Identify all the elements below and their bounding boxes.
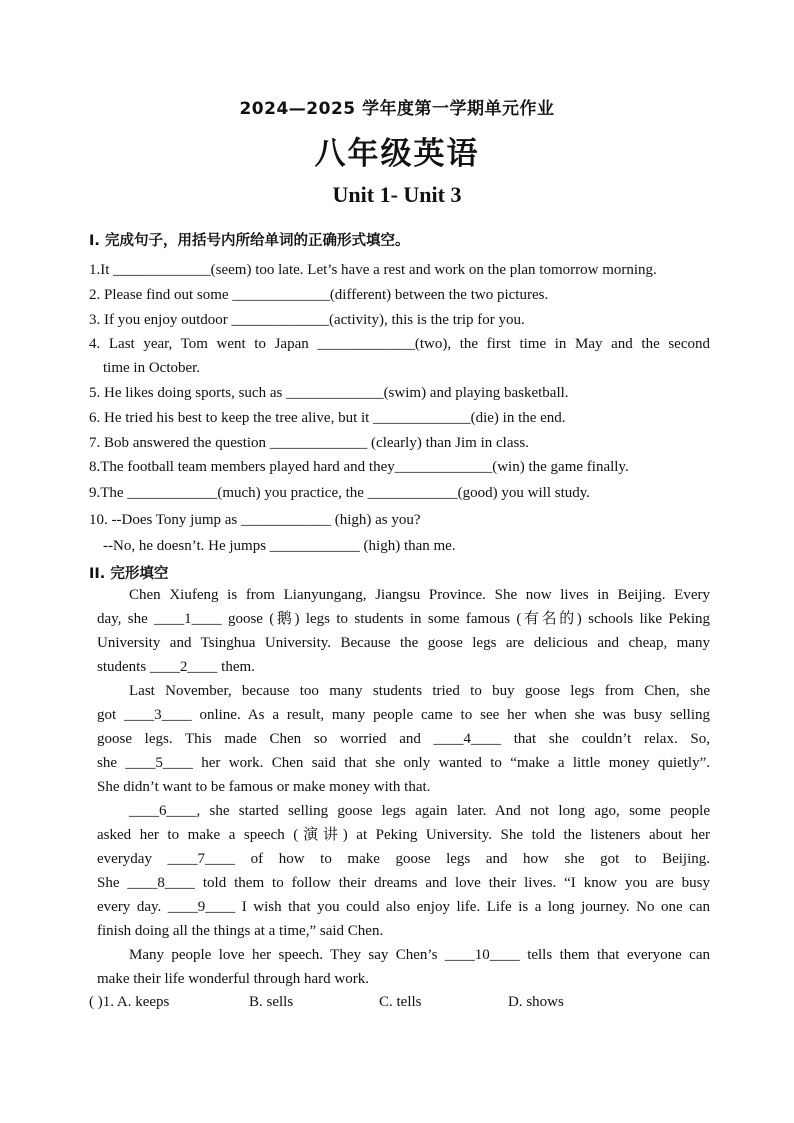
s2-line: students ____2____ them. xyxy=(97,659,255,675)
s1-line: 5. He likes doing sports, such as _____________(swim) and playing basketball. xyxy=(89,385,569,401)
s2-line: asked her to make a speech (演讲) at Peking University. She told the listeners about her xyxy=(97,827,710,843)
s1-line: 8.The football team members played hard and they_____________(win) the game finally. xyxy=(89,459,629,475)
s2-line: Chen Xiufeng is from Lianyungang, Jiangsu Province. She now lives in Beijing. Every xyxy=(129,587,710,603)
unit-title: Unit 1- Unit 3 xyxy=(332,182,462,207)
s2-line: Last November, because too many students tried to buy goose legs from Chen, she xyxy=(129,683,710,699)
s1-line: time in October. xyxy=(103,360,201,376)
s1-line: 10. --Does Tony jump as ____________ (high) as you? xyxy=(89,512,421,528)
s2-line: She didn’t want to be famous or make money with that. xyxy=(97,779,431,795)
section1-title: Ⅰ. 完成句子，用括号内所给单词的正确形式填空。 xyxy=(89,233,410,249)
question1-option-b: B. sells xyxy=(249,994,294,1010)
s2-line: everyday ____7____ of how to make goose legs and how she got to Beijing. xyxy=(97,851,710,867)
s2-line: goose legs. This made Chen so worried and ____4____ that she couldn’t relax. So, xyxy=(97,731,710,747)
s2-line: She ____8____ told them to follow their dreams and love their lives. “I know you are busy xyxy=(97,875,710,891)
s1-line: 9.The ____________(much) you practice, the ____________(good) you will study. xyxy=(89,485,591,501)
s1-line: 7. Bob answered the question _____________ (clearly) than Jim in class. xyxy=(89,435,529,451)
s2-line: Many people love her speech. They say Chen’s ____10____ tells them that everyone can xyxy=(129,947,710,963)
s1-line: --No, he doesn’t. He jumps ____________ (high) than me. xyxy=(103,538,456,554)
s2-line: University and Tsinghua University. Because the goose legs are delicious and cheap, many xyxy=(97,635,710,651)
s2-line: ____6____, she started selling goose legs again later. And not long ago, some people xyxy=(129,803,710,819)
s1-line: 2. Please find out some _____________(different) between the two pictures. xyxy=(89,287,549,303)
s2-line: finish doing all the things at a time,” said Chen. xyxy=(97,923,384,939)
question1-option-c: C. tells xyxy=(379,994,422,1010)
school-year-heading: 2024—2025 学年度第一学期单元作业 xyxy=(239,99,555,119)
s1-line: 3. If you enjoy outdoor _____________(activity), this is the trip for you. xyxy=(89,312,525,328)
s2-line: she ____5____ her work. Chen said that she only wanted to “make a little money quietly”. xyxy=(97,755,710,771)
section2-title: II. 完形填空 xyxy=(89,566,169,582)
s1-line: 4. Last year, Tom went to Japan _____________(two), the first time in May and the second xyxy=(89,336,710,352)
s1-line: 1.It _____________(seem) too late. Let’s have a rest and work on the plan tomorrow morning. xyxy=(89,262,657,278)
s2-line: make their life wonderful through hard work. xyxy=(97,971,369,987)
s2-line: day, she ____1____ goose (鹅) legs to students in some famous (有名的) schools like Peking xyxy=(97,611,710,627)
s2-line: got ____3____ online. As a result, many people came to see her when she was busy selling xyxy=(97,707,710,723)
question1-option-d: D. shows xyxy=(508,994,564,1010)
s1-line: 6. He tried his best to keep the tree alive, but it _____________(die) in the end. xyxy=(89,410,566,426)
s2-line: every day. ____9____ I wish that you could also enjoy life. Life is a long journey. No one can xyxy=(97,899,710,915)
grade-title: 八年级英语 xyxy=(314,136,480,172)
question1-number-option-a: ( )1. A. keeps xyxy=(89,994,170,1010)
